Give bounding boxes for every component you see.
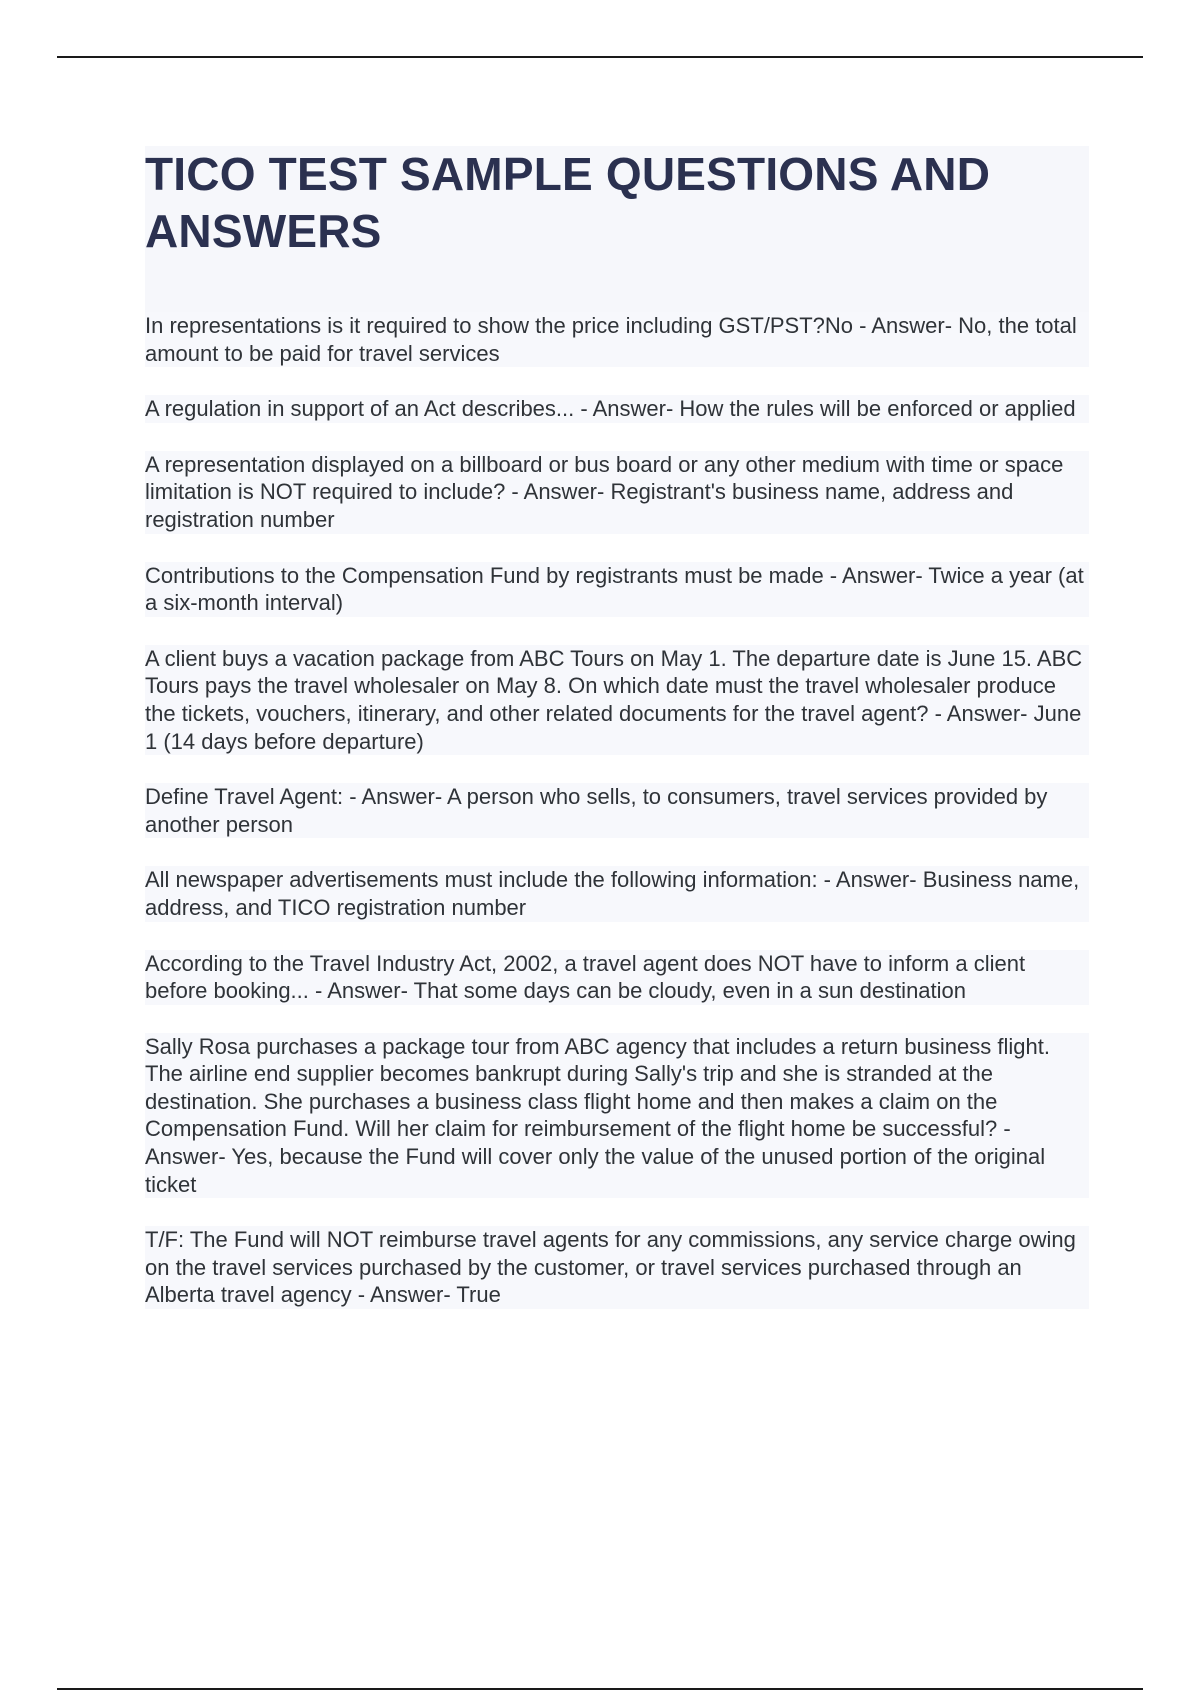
qa-item: All newspaper advertisements must include the following information: - Answer- Business name, address, and TICO registration number: [145, 866, 1089, 921]
document-body: [145, 146, 1089, 1337]
qa-item: Contributions to the Compensation Fund by registrants must be made - Answer- Twice a year (at a six-month interval): [145, 562, 1089, 617]
qa-list: [145, 312, 1089, 1309]
qa-item: In representations is it required to show the price including GST/PST?No - Answer- No, the total amount to be paid for travel services: [145, 312, 1089, 367]
qa-item: A regulation in support of an Act describes... - Answer- How the rules will be enforced or applied: [145, 395, 1089, 423]
qa-item: A client buys a vacation package from ABC Tours on May 1. The departure date is June 15. ABC Tours pays the travel wholesaler on May 8. On which date must the travel wholesaler produce the tickets, vouchers, itinerary, and other related documents for the travel agent? - Answer- June 1 (14 days before departure): [145, 645, 1089, 755]
document-title: TICO TEST SAMPLE QUESTIONS AND ANSWERS: [145, 148, 991, 257]
qa-item: A representation displayed on a billboard or bus board or any other medium with time or space limitation is NOT required to include? - Answer- Registrant's business name, address and registration number: [145, 451, 1089, 534]
title-block: [145, 146, 1089, 312]
qa-item: T/F: The Fund will NOT reimburse travel agents for any commissions, any service charge owing on the travel services purchased by the customer, or travel services purchased through an Alberta travel agency - Answer- True: [145, 1226, 1089, 1309]
top-rule: [57, 56, 1143, 58]
qa-item: Sally Rosa purchases a package tour from ABC agency that includes a return business flight. The airline end supplier becomes bankrupt during Sally's trip and she is stranded at the destination. She purchases a business class flight home and then makes a claim on the Compensation Fund. Will her claim for reimbursement of the flight home be successful? - Answer- Yes, because the Fund will cover only the value of the unused portion of the original ticket: [145, 1033, 1089, 1199]
qa-item: Define Travel Agent: - Answer- A person who sells, to consumers, travel services provided by another person: [145, 783, 1089, 838]
bottom-rule: [57, 1688, 1143, 1690]
qa-item: According to the Travel Industry Act, 2002, a travel agent does NOT have to inform a client before booking... - Answer- That some days can be cloudy, even in a sun destination: [145, 950, 1089, 1005]
